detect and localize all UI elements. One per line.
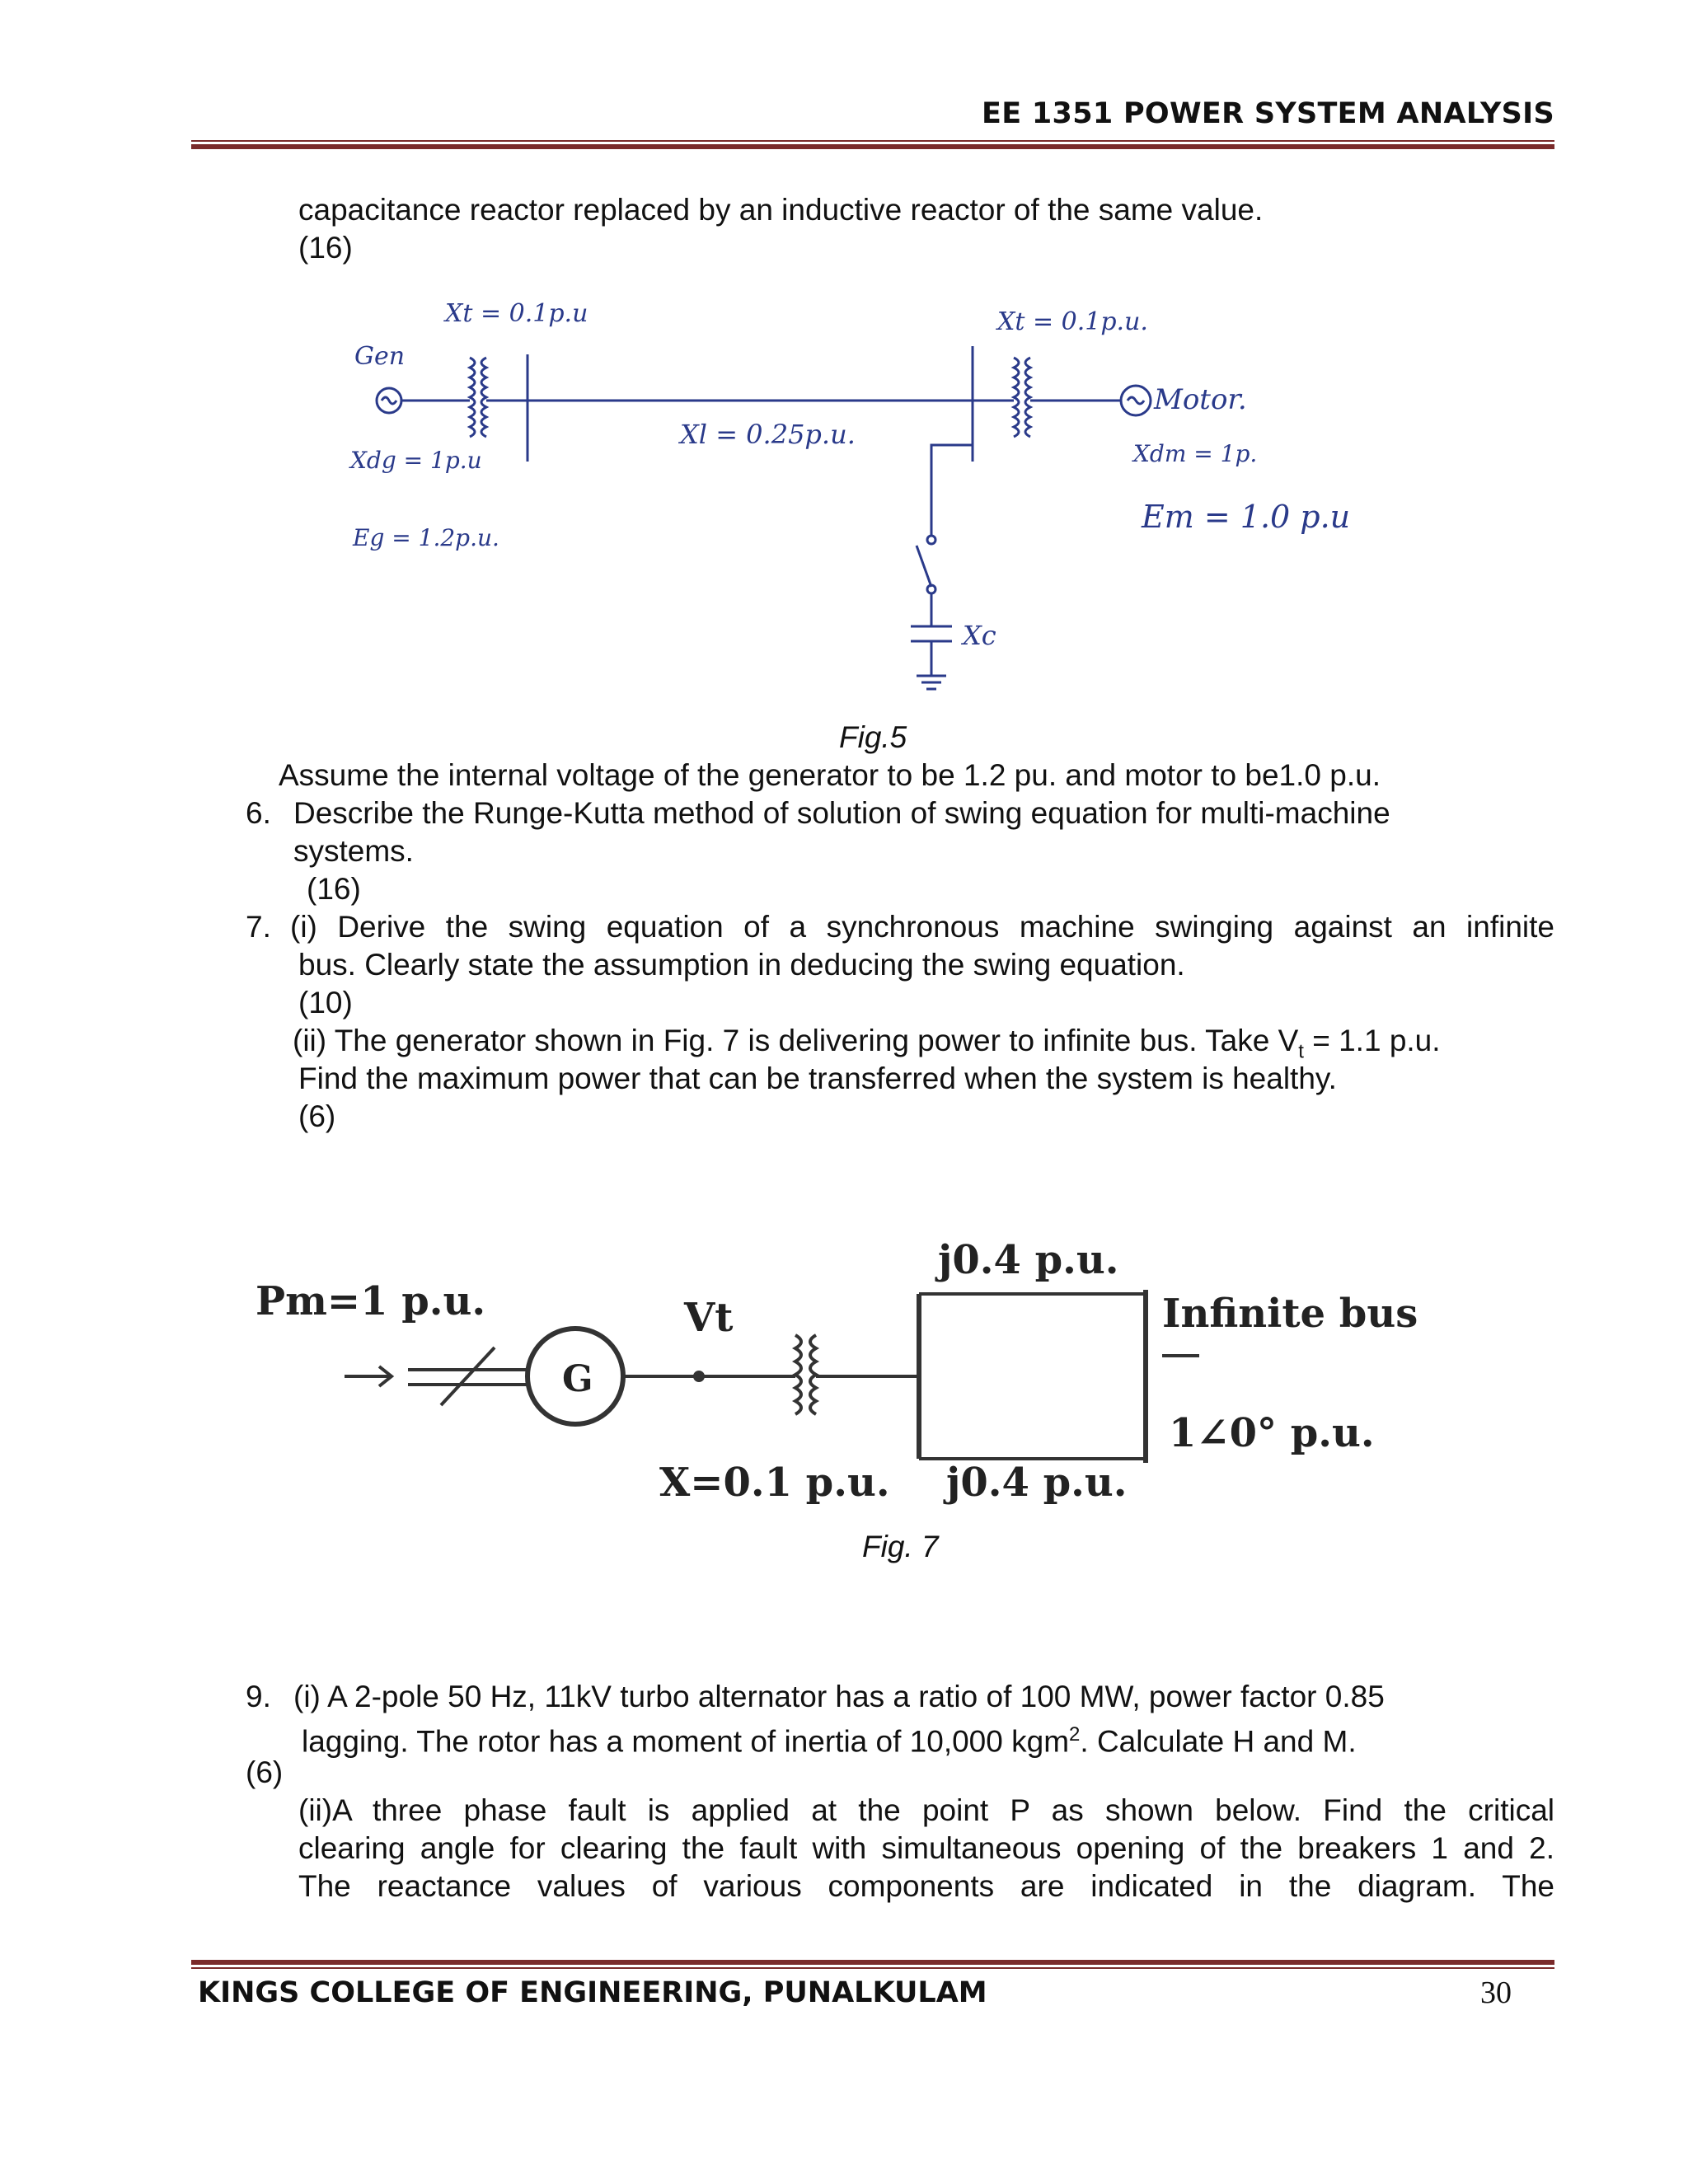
fig7-diagram <box>247 1212 1451 1525</box>
q7-marks2: (6) <box>298 1099 336 1133</box>
q6-line1: Describe the Runge-Kutta method of solution of swing equation for multi-machine <box>293 796 1390 830</box>
fig5-motor-label: Motor. <box>1154 383 1247 416</box>
fig5-em: Em = 1.0 p.u <box>1142 499 1351 535</box>
footer-college: KINGS COLLEGE OF ENGINEERING, PUNALKULAM <box>198 1976 987 2009</box>
transformer-left <box>470 358 475 437</box>
q6-number: 6. <box>246 796 271 830</box>
page-number: 30 <box>1480 1975 1512 2010</box>
fig7-inf: Infinite bus <box>1162 1291 1418 1337</box>
fig5-xt-left: Xt = 0.1p.u <box>445 299 588 328</box>
fig5-xl: Xl = 0.25p.u. <box>680 419 856 450</box>
fig5-diagram <box>330 288 1418 717</box>
capacitor-branch <box>931 445 973 536</box>
header-title: EE 1351 POWER SYSTEM ANALYSIS <box>981 97 1554 130</box>
q7-marks1: (10) <box>298 986 353 1019</box>
q9-line3: (ii)A three phase fault is applied at the point P as shown below. Find the critical <box>298 1793 1554 1827</box>
intro-line: capacitance reactor replaced by an inductive reactor of the same value. <box>298 193 1264 227</box>
fig5-eg: Eg = 1.2p.u. <box>353 524 499 551</box>
q9-line2: lagging. The rotor has a moment of inertia of 10,000 kgm$^2$. Calculate H and M. <box>302 1723 1357 1759</box>
fig7-j-top: j0.4 p.u. <box>938 1237 1119 1283</box>
switch <box>917 546 931 587</box>
fig5-gen-label: Gen <box>354 342 406 371</box>
fig7-pm: Pm=1 p.u. <box>256 1278 486 1324</box>
q6-marks: (16) <box>307 872 361 906</box>
fig7-j-bottom: j0.4 p.u. <box>946 1460 1128 1506</box>
fig7-gen-label: G <box>562 1358 593 1400</box>
fig5-xc: Xc <box>963 620 996 651</box>
q9-line4: clearing angle for clearing the fault with simultaneous opening of the breakers 1 and 2. <box>298 1831 1554 1865</box>
footer-rule <box>191 1960 1554 1965</box>
fig5-xt-right: Xt = 0.1p.u. <box>997 307 1148 336</box>
q6-line2: systems. <box>293 834 414 868</box>
q9-line1: (i) A 2-pole 50 Hz, 11kV turbo alternator has a ratio of 100 MW, power factor 0.85 <box>293 1680 1385 1713</box>
header-rule-thin <box>191 140 1554 142</box>
intro-marks: (16) <box>298 231 353 265</box>
fig7-x: X=0.1 p.u. <box>659 1460 890 1506</box>
q7-number: 7. <box>246 910 271 944</box>
fig7-caption: Fig. 7 <box>862 1530 939 1563</box>
header-rule <box>191 144 1554 149</box>
transformer-right <box>1014 358 1019 437</box>
q7-line2: bus. Clearly state the assumption in deducing the swing equation. <box>298 948 1185 982</box>
q7-line1: (i) Derive the swing equation of a synchronous machine swinging against an infinite <box>290 910 1554 944</box>
fig5-xdg: Xdg = 1p.u <box>350 447 482 474</box>
q9-number: 9. <box>246 1680 271 1713</box>
q9-line5: The reactance values of various components are indicated in the diagram. The <box>298 1869 1554 1903</box>
q9-marks: (6) <box>246 1755 284 1789</box>
footer-rule-thin <box>191 1967 1554 1969</box>
fig7-transformer <box>795 1335 801 1414</box>
fig5-caption: Fig.5 <box>839 720 907 754</box>
assume-text: Assume the internal voltage of the generator to be 1.2 pu. and motor to be1.0 p.u. <box>279 758 1381 792</box>
fig5-xdm: Xdm = 1p. <box>1133 440 1258 467</box>
fig7-volt: 1∠0° p.u. <box>1169 1410 1375 1456</box>
fig7-vt: Vt <box>684 1295 734 1341</box>
q7-line4: Find the maximum power that can be transferred when the system is healthy. <box>298 1062 1337 1095</box>
q7-line3: (ii) The generator shown in Fig. 7 is delivering power to infinite bus. Take $V_t = 1.1$ p.u. <box>293 1024 1441 1063</box>
